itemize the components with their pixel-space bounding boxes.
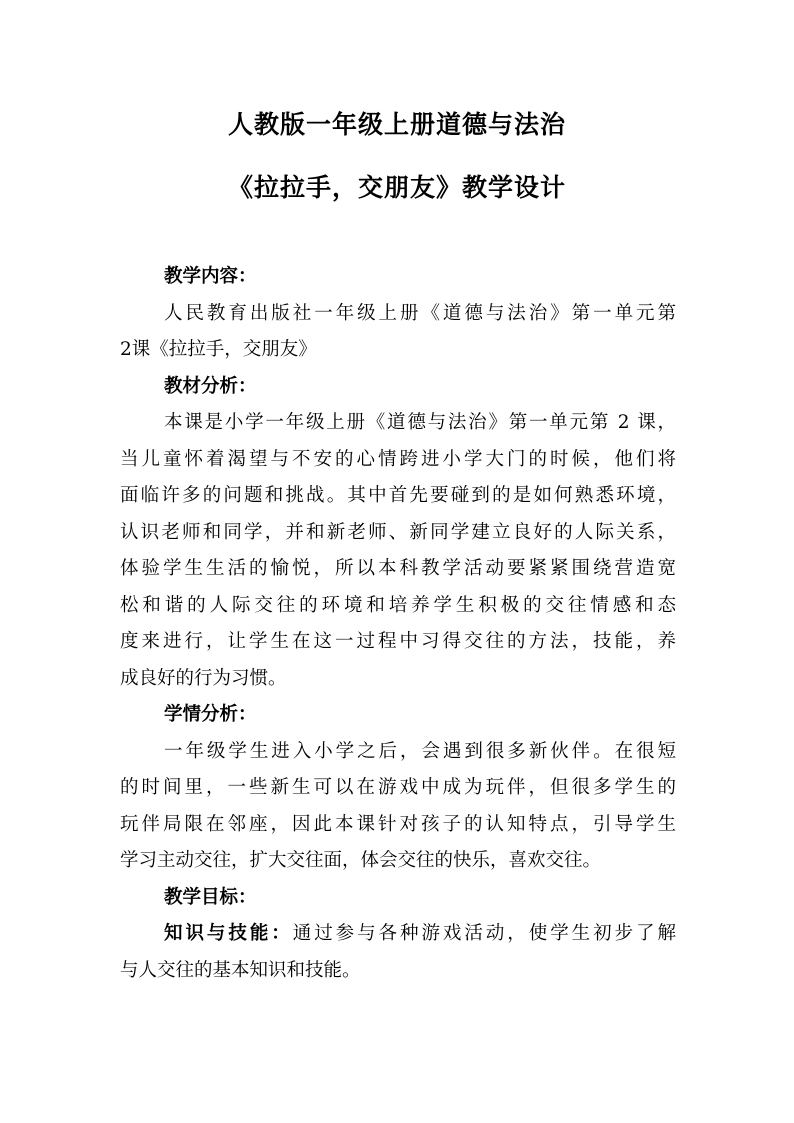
paragraph-line: 与人交往的基本知识和技能。: [120, 959, 361, 981]
document-body: [120, 259, 676, 989]
paragraph-line: 一年级学生进入小学之后，会遇到很多新伙伴。在很短: [164, 740, 676, 762]
paragraph-line: 的时间里，一些新生可以在游戏中成为玩伴，但很多学生的: [120, 777, 676, 798]
section-heading-students: 学情分析：: [164, 704, 257, 725]
paragraph-line: 学习主动交往，扩大交往面，体会交往的快乐，喜欢交往。: [120, 850, 602, 871]
paragraph-line: 面临许多的问题和挑战。其中首先要碰到的是如何熟悉环境，: [120, 485, 676, 506]
paragraph-line: 本课是小学一年级上册《道德与法治》第一单元第 2 课，: [164, 412, 676, 433]
paragraph-line: 体验学生生活的愉悦，所以本科教学活动要紧紧围绕营造宽: [120, 558, 676, 579]
paragraph-line: 度来进行，让学生在这一过程中习得交往的方法，技能，养: [120, 631, 676, 652]
section-heading-content: 教学内容：: [164, 266, 257, 287]
paragraph-line: 当儿童怀着渴望与不安的心情跨进小学大门的时候，他们将: [120, 448, 676, 470]
section-heading-material: 教材分析：: [164, 375, 257, 397]
document-title-line1: 人教版一年级上册道德与法治: [227, 110, 566, 139]
paragraph-line: 2课《拉拉手，交朋友》: [120, 339, 317, 360]
paragraph-line: 人民教育出版社一年级上册《道德与法治》第一单元第: [164, 302, 676, 324]
paragraph-line-knowledge: [120, 916, 676, 953]
paragraph-line: 成良好的行为习惯。: [120, 667, 287, 689]
knowledge-label: 知识与技能：: [164, 923, 293, 944]
section-heading-goals: 教学目标：: [164, 886, 257, 908]
knowledge-text: 通过参与各种游戏活动，使学生初步了解: [292, 923, 676, 944]
document-title-line2: 《拉拉手，交朋友》教学设计: [227, 173, 566, 202]
paragraph-line: 松和谐的人际交往的环境和培养学生积极的交往情感和态: [120, 594, 676, 616]
paragraph-line: 玩伴局限在邻座，因此本课针对孩子的认知特点，引导学生: [120, 813, 676, 835]
paragraph-line: 认识老师和同学，并和新老师、新同学建立良好的人际关系，: [120, 521, 676, 543]
